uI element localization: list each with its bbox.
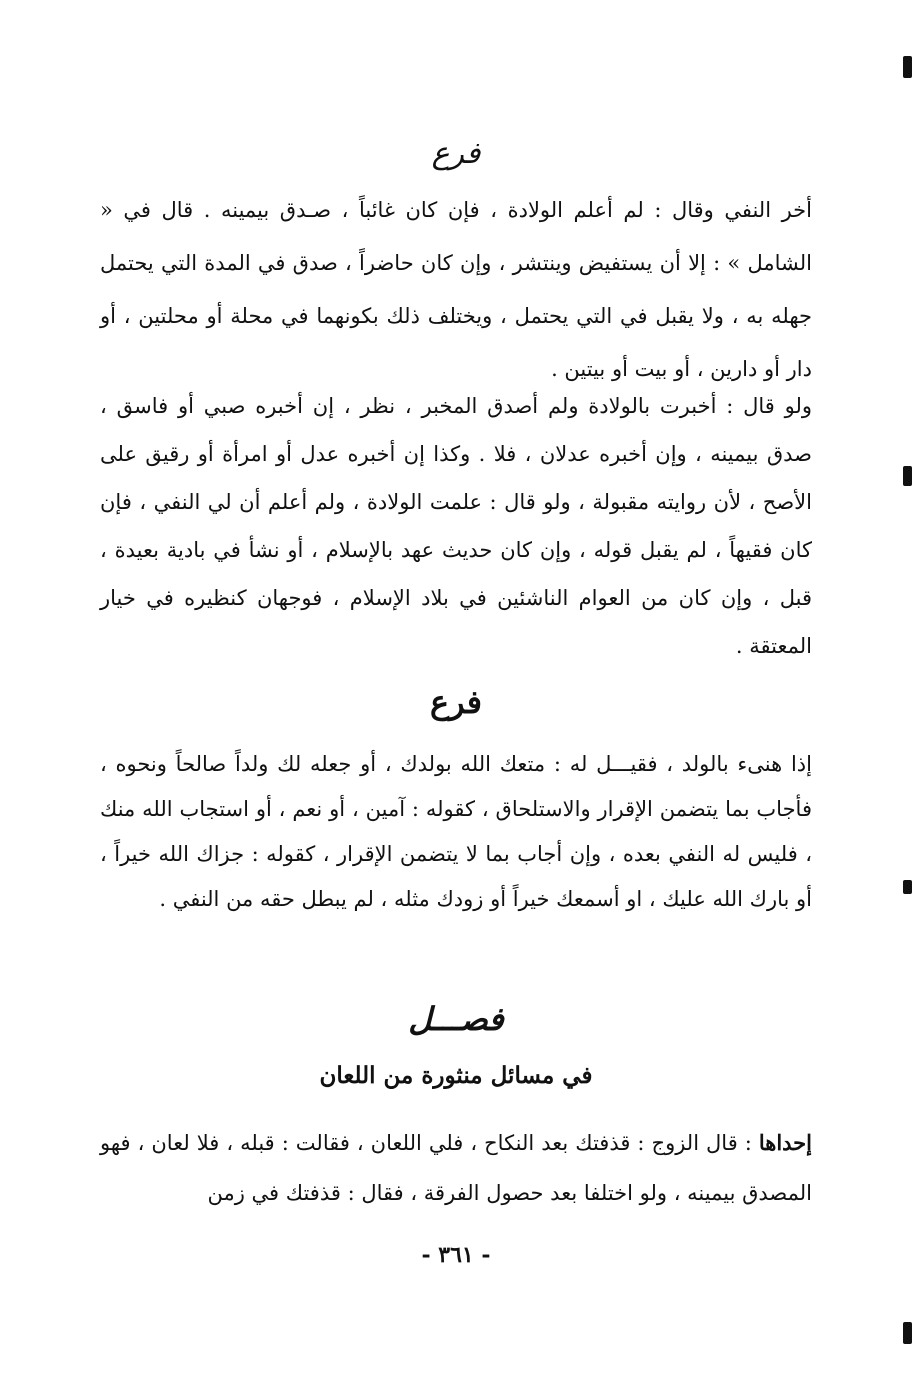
scan-edge-mark xyxy=(903,466,912,486)
paragraph-2: ولو قال : أخبرت بالولادة ولم أصدق المخبر ، نظر ، إن أخبره صبي أو فاسق ، صدق بيمينه ، وإن أخبره عدلان ، فلا . وكذا إن أخبره عدل أو امرأة أو رقيق على الأصح ، لأن روايته مقبولة ، ولو قال : علمت الولادة ، ولم أعلم أن لي النفي ، فإن كان فقيهاً ، لم يقبل قوله ، وإن كان حديث عهد بالإسلام ، أو نشأ في بادية بعيدة ، قبل ، وإن كان من العوام الناشئين في بلاد الإسلام ، فوجهان كنظيره في خيار المعتقة . xyxy=(100,394,812,658)
paragraph-4-text: : قال الزوج : قذفتك بعد النكاح ، فلي اللعان ، فقالت : قبله ، فلا لعان ، فهو المصدق بيمينه ، ولو اختلفا بعد حصول الفرقة ، فقال : قذفتك في زمن xyxy=(100,1131,812,1205)
page-number: - ٣٦١ - xyxy=(421,1242,491,1268)
scan-edge-mark xyxy=(903,56,912,78)
scan-edge-mark xyxy=(903,880,912,894)
section-heading-far-2: فرع xyxy=(429,683,483,721)
paragraph-lead-word: إحداها xyxy=(758,1130,812,1155)
section-heading-far-1: فرع xyxy=(431,136,481,171)
paragraph-3: إذا هنىء بالولد ، فقيـــل له : متعك الله بولدك ، أو جعله لك ولداً صالحاً ونحوه ، فأجاب بما يتضمن الإقرار والاستلحاق ، كقوله : آمين ، أو نعم ، أو استجاب الله منك ، فليس له النفي بعده ، وإن أجاب بما لا يتضمن الإقرار ، كقوله : جزاك الله خيراً ، أو بارك الله عليك ، او أسمعك خيراً أو زودك مثله ، لم يبطل حقه من النفي . xyxy=(100,752,812,911)
paragraph-4 xyxy=(100,1118,812,1218)
chapter-heading-fasl: فصـــل xyxy=(408,1000,504,1038)
scan-edge-mark xyxy=(903,1322,912,1344)
paragraph-1: أخر النفي وقال : لم أعلم الولادة ، فإن كان غائباً ، صـدق بيمينه . قال في « الشامل » : إلا أن يستفيض وينتشر ، وإن كان حاضراً ، صدق في المدة التي يحتمل جهله به ، ولا يقبل في التي يحتمل ، ويختلف ذلك بكونهما في محلة أو محلتين ، أو دار أو دارين ، أو بيت أو بيتين . xyxy=(100,198,812,381)
chapter-subtitle: في مسائل منثورة من اللعان xyxy=(319,1062,593,1089)
